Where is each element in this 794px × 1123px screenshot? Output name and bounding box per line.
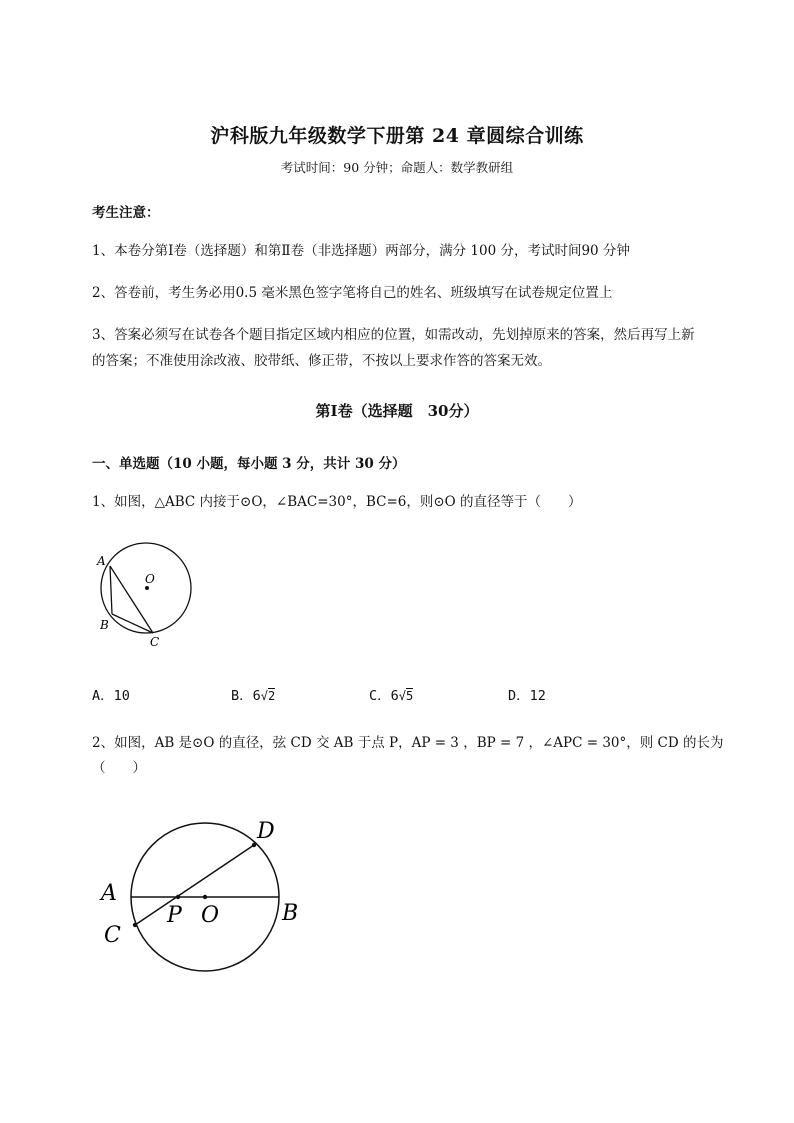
point-c <box>133 923 137 927</box>
option-c-radicand: 5 <box>406 689 414 703</box>
chord-ab <box>110 566 112 614</box>
point-d <box>252 843 256 847</box>
label-p: P <box>167 903 182 928</box>
point-o <box>203 895 207 899</box>
option-c-prefix: C．6 <box>369 688 399 704</box>
notice-item-3: 3、答案必须写在试卷各个题目指定区域内相应的位置，如需改动，先划掉原来的答案，然后再写上新 <box>92 327 695 343</box>
notice-item-1: 1、本卷分第Ⅰ卷（选择题）和第Ⅱ卷（非选择题）两部分，满分 100 分，考试时间90 分钟 <box>92 243 630 259</box>
notice-heading: 考生注意： <box>92 205 160 221</box>
page-title: 沪科版九年级数学下册第 24 章圆综合训练 <box>210 125 584 147</box>
option-b-prefix: B．6 <box>231 688 261 704</box>
label-b: B <box>100 618 109 632</box>
label-d: D <box>257 819 275 844</box>
label-o: O <box>145 572 155 586</box>
question-2-answer-blank: （ ） <box>92 760 146 776</box>
question-2-figure <box>95 810 335 985</box>
center-point <box>145 586 149 590</box>
notice-item-3-cont: 的答案；不准使用涂改液、胶带纸、修正带，不按以上要求作答的答案无效。 <box>92 353 551 369</box>
label-o: O <box>201 903 220 928</box>
question-1-text: 1、如图，△ABC 内接于⊙O，∠BAC=30°，BC=6，则⊙O 的直径等于（ ） <box>92 494 582 510</box>
section-title: 第Ⅰ卷（选择题 30分） <box>315 402 479 420</box>
label-a: A <box>101 881 117 906</box>
option-b[interactable] <box>231 684 275 704</box>
point-p <box>176 895 180 899</box>
sqrt-sign: √ <box>260 689 268 703</box>
label-c: C <box>104 923 121 948</box>
question-1-figure <box>90 548 200 653</box>
sqrt-sign: √ <box>398 689 406 703</box>
option-b-radicand: 2 <box>268 689 276 703</box>
label-a: A <box>97 554 106 568</box>
option-a[interactable]: A．10 <box>92 688 130 704</box>
notice-item-2: 2、答卷前，考生务必用0.5 毫米黑色签字笔将自己的姓名、班级填写在试卷规定位置上 <box>92 285 613 301</box>
question-group-heading: 一、单选题（10 小题，每小题 3 分，共计 30 分） <box>92 456 406 472</box>
chord-cd <box>135 845 254 925</box>
label-c: C <box>150 635 160 649</box>
label-b: B <box>282 901 299 926</box>
exam-info: 考试时间：90 分钟；命题人：数学教研组 <box>280 160 514 175</box>
option-d[interactable]: D．12 <box>508 688 546 704</box>
option-c[interactable] <box>369 684 413 704</box>
question-2-text: 2、如图，AB 是⊙O 的直径，弦 CD 交 AB 于点 P，AP = 3 ，BP = 7 ，∠APC = 30°，则 CD 的长为 <box>92 735 724 751</box>
